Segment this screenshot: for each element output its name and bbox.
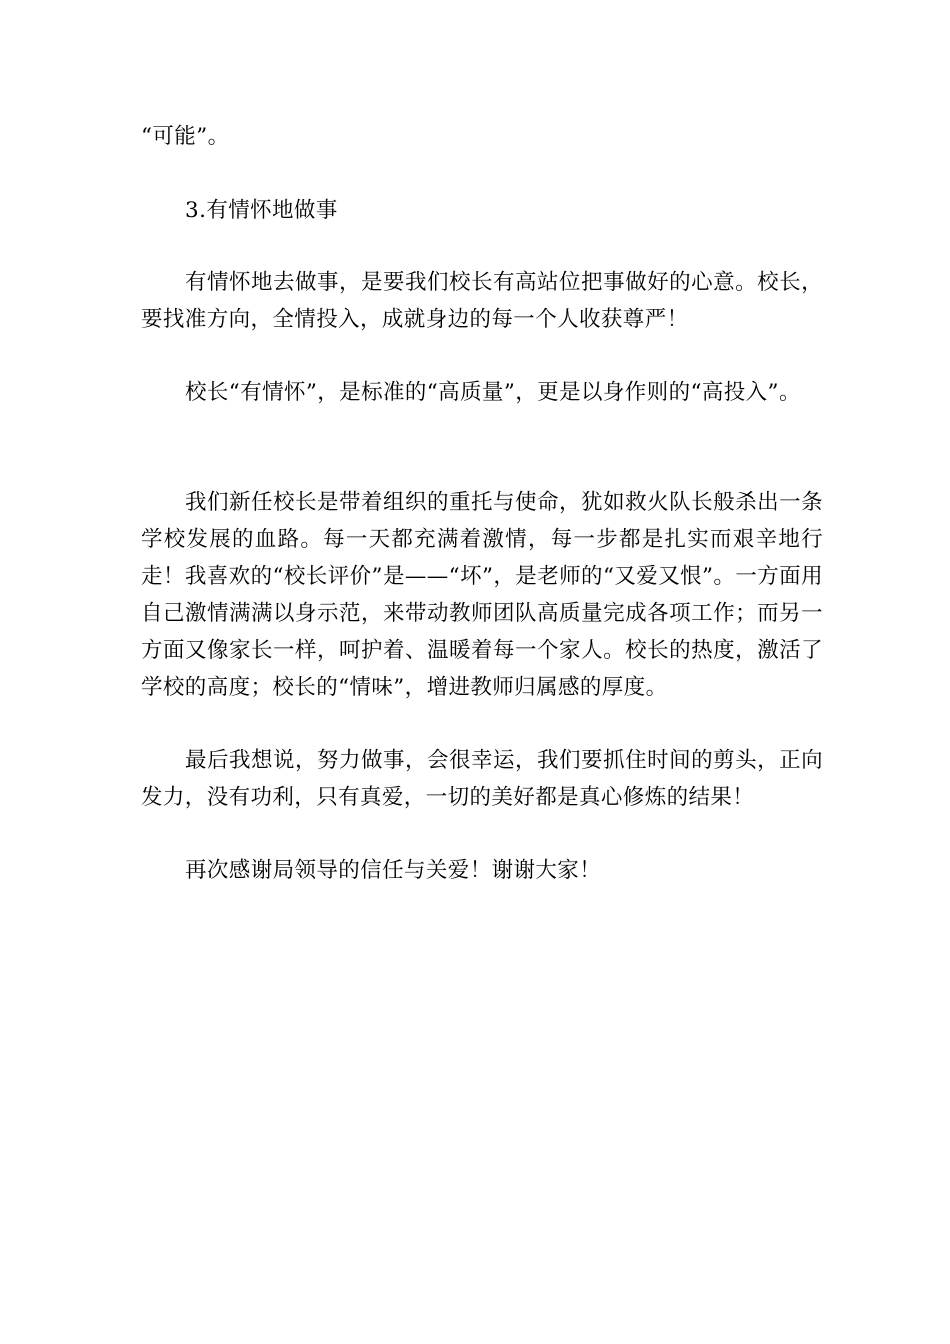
paragraph-continuation: “可能”。 — [141, 124, 230, 149]
paragraph: 有情怀地去做事，是要我们校长有高站位把事做好的心意。校长，要找准方向，全情投入，成就身边的每一个人收获尊严！ — [141, 270, 823, 332]
section-heading: 3.有情怀地做事 — [185, 198, 338, 223]
paragraph: 我们新任校长是带着组织的重托与使命，犹如救火队长般杀出一条学校发展的血路。每一天都充满着激情，每一步都是扎实而艰辛地行走！我喜欢的“校长评价”是——“坏”，是老师的“又爱又恨”。一方面用自己激情满满以身示范，来带动教师团队高质量完成各项工作；而另一方面又像家长一样，呵护着、温暖着每一个家人。校长的热度，激活了学校的高度；校长的“情味”，增进教师归属感的厚度。 — [141, 490, 823, 700]
paragraph: 最后我想说，努力做事，会很幸运，我们要抓住时间的剪头，正向发力，没有功利，只有真爱，一切的美好都是真心修炼的结果！ — [141, 748, 823, 810]
closing-paragraph: 再次感谢局领导的信任与关爱！谢谢大家！ — [185, 858, 602, 883]
paragraph: 校长“有情怀”，是标准的“高质量”，更是以身作则的“高投入”。 — [185, 380, 801, 405]
